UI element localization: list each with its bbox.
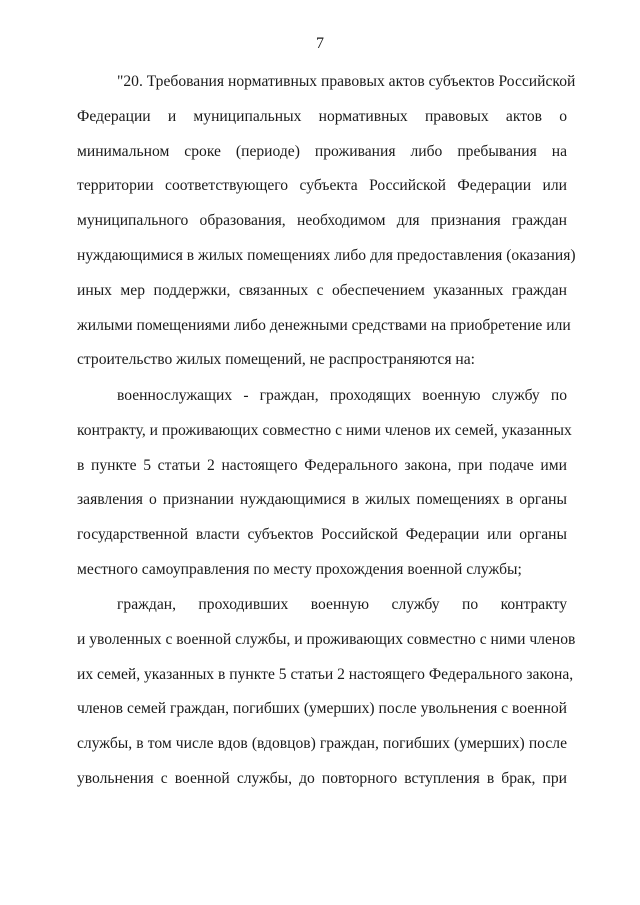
- text-line: минимальном сроке (периоде) проживания либо пребывания на: [77, 142, 567, 160]
- text-line: строительство жилых помещений, не распространяются на:: [77, 351, 475, 369]
- text-line: территории соответствующего субъекта Российской Федерации или: [77, 177, 567, 195]
- text-line: увольнения с военной службы, до повторного вступления в брак, при: [77, 769, 567, 787]
- text-line: членов семей граждан, погибших (умерших) после увольнения с военной: [77, 700, 567, 718]
- text-line: нуждающимися в жилых помещениях либо для предоставления (оказания): [77, 246, 576, 264]
- text-line: в пункте 5 статьи 2 настоящего Федерального закона, при подаче ими: [77, 456, 567, 474]
- paragraph-servicemen: [77, 379, 572, 588]
- text-line: Федерации и муниципальных нормативных правовых актов о: [77, 107, 567, 125]
- text-line: их семей, указанных в пункте 5 статьи 2 настоящего Федерального закона,: [77, 665, 574, 683]
- page-number: 7: [316, 35, 324, 52]
- text-line: муниципального образования, необходимом для признания граждан: [77, 212, 567, 230]
- text-line: местного самоуправления по месту прохождения военной службы;: [77, 560, 522, 578]
- text-line: "20. Требования нормативных правовых актов субъектов Российской: [117, 73, 576, 90]
- text-line: контракту, и проживающих совместно с ними членов их семей, указанных: [77, 421, 572, 439]
- text-line: службы, в том числе вдов (вдовцов) граждан, погибших (умерших) после: [77, 735, 567, 753]
- text-line: жилыми помещениями либо денежными средствами на приобретение или: [77, 316, 571, 334]
- text-line: заявления о признании нуждающимися в жилых помещениях в органы: [77, 491, 567, 509]
- text-line: и уволенных с военной службы, и проживающих совместно с ними членов: [77, 630, 576, 648]
- text-line: военнослужащих - граждан, проходящих военную службу по: [117, 387, 567, 404]
- text-line: граждан, проходивших военную службу по контракту: [117, 596, 567, 613]
- text-line: государственной власти субъектов Российской Федерации или органы: [77, 526, 567, 544]
- paragraph-item-20: [77, 65, 576, 378]
- paragraph-former-servicemen: [77, 588, 576, 797]
- text-line: иных мер поддержки, связанных с обеспечением указанных граждан: [77, 281, 567, 299]
